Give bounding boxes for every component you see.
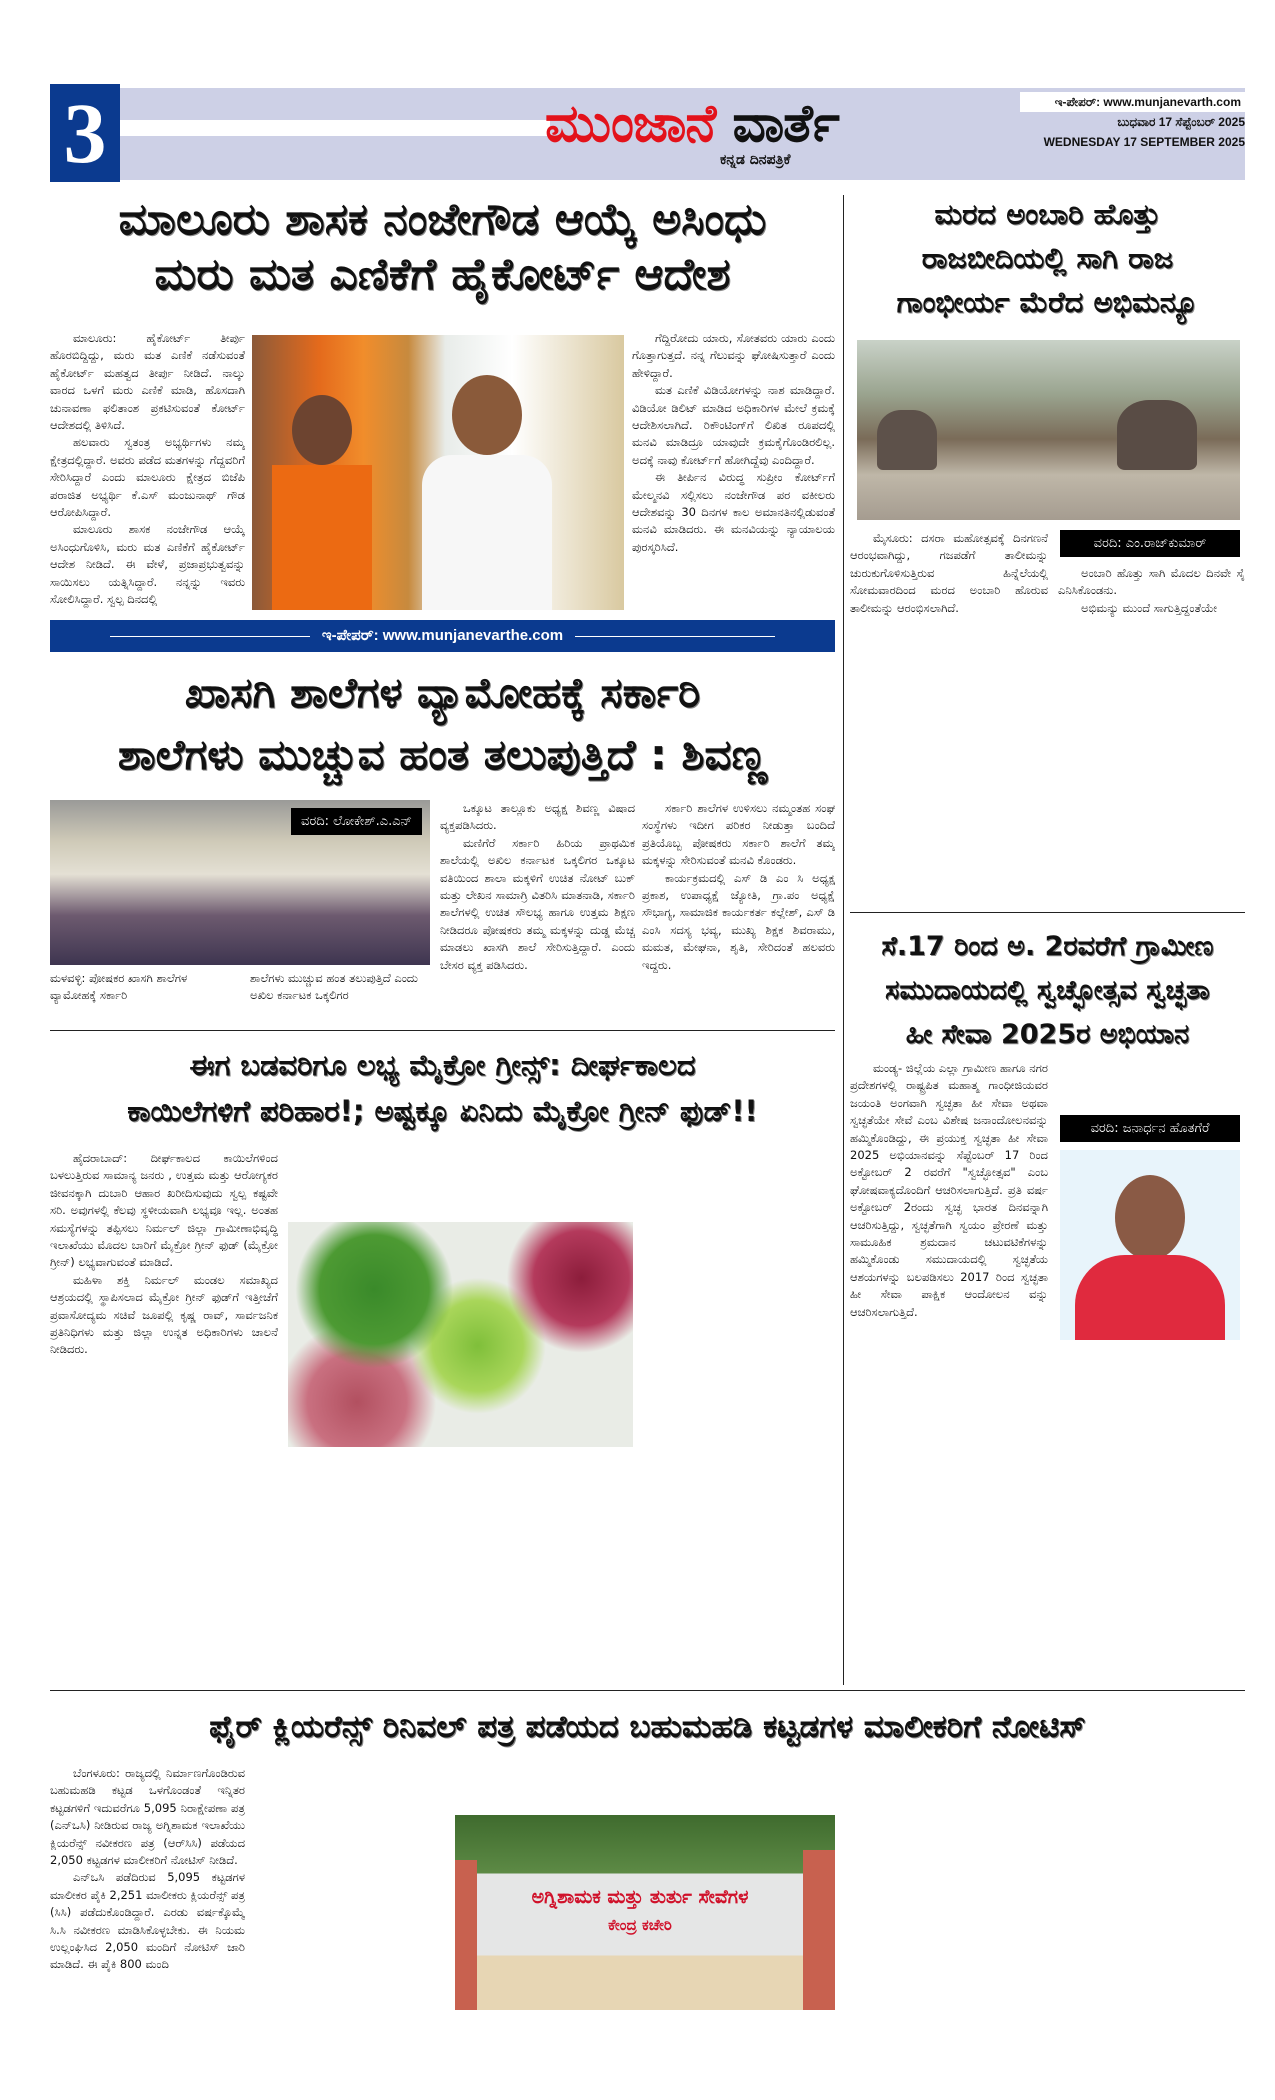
article-body (50, 1765, 245, 2030)
headline-line: ಗಾಂಭೀರ್ಯ ಮೆರೆದ ಅಭಿಮನ್ಯೂ (896, 285, 1199, 319)
elephant-procession-photo (857, 340, 1240, 520)
paragraph: ಈ ತೀರ್ಪಿನ ವಿರುದ್ಧ ಸುಪ್ರೀಂ ಕೋರ್ಟ್‌ಗೆ ಮೇಲ್ಮನವಿ ಸಲ್ಲಿಸಲು ನಂಜೇಗೌಡ ಪರ ವಕೀಲರು ಆದೇಶವನ್ನು 30 ದಿನಗಳ ಕಾಲ ಅಮಾನತಿನಲ್ಲಿಡುವಂತೆ ಮನವಿ ಮಾಡಿದರು. ಈ ಮನವಿಯನ್ನು ನ್ಯಾಯಾಲಯ ಪುರಸ್ಕರಿಸಿದೆ. (632, 470, 835, 554)
headline-line: ಶಾಲೆಗಳು ಮುಚ್ಚುವ ಹಂತ ತಲುಪುತ್ತಿದೆ : ಶಿವಣ್ಣ (117, 730, 768, 779)
epaper-banner[interactable] (50, 620, 835, 652)
article-body (50, 1150, 278, 1685)
article-body (50, 330, 245, 610)
headline-swachhata (850, 925, 1245, 1057)
section-divider (50, 1690, 1245, 1691)
section-divider (50, 1030, 835, 1031)
article-body (850, 1060, 1048, 1680)
reporter-subject-photo (1060, 1150, 1240, 1340)
paragraph: ಮಾಲೂರು ಶಾಸಕ ನಂಜೇಗೌಡ ಆಯ್ಕೆ ಅಸಿಂಧುಗೊಳಿಸಿ, ಮರು ಮತ ಎಣಿಕೆಗೆ ಹೈಕೋರ್ಟ್ ಆದೇಶ ನೀಡಿದೆ. ಈ ವೇಳೆ, ಪ್ರಜಾಪ್ರಭುತ್ವವನ್ನು ಸಾಯಿಸಲು ಯತ್ನಿಸಿದ್ದಾರೆ. ನನ್ನನ್ನು ಇವರು ಸೋಲಿಸಿದ್ದಾರೆ. ಸ್ವಲ್ಪ ದಿನದಲ್ಲಿ (50, 522, 245, 607)
article-body (632, 330, 835, 610)
headline-fire-clearance: ಫೈರ್ ಕ್ಲಿಯರೆನ್ಸ್ ರಿನಿವಲ್ ಪತ್ರ ಪಡೆಯದ ಬಹುಮಹಡಿ ಕಟ್ಟಡಗಳ ಮಾಲೀಕರಿಗೆ ನೋಟಿಸ್ (209, 1709, 1086, 1745)
page-number: 3 (50, 84, 120, 182)
column-divider (843, 195, 844, 1685)
school-event-photo (50, 800, 430, 965)
epaper-banner-text[interactable]: ಇ-ಪೇಪರ್: www.munjanevarthe.com (321, 627, 564, 644)
paragraph: ಮತ ಎಣಿಕೆ ವಿಡಿಯೋಗಳನ್ನು ನಾಶ ಮಾಡಿದ್ದಾರೆ. ವಿಡಿಯೋ ಡಿಲಿಟ್ ಮಾಡಿದ ಅಧಿಕಾರಿಗಳ ಮೇಲೆ ಕ್ರಮಕ್ಕೆ ಆದೇಶಿಸಲಾಗಿದೆ. ರಿಕೌಂಟಿಂಗ್‌ಗೆ ಲಿಖಿತ ರೂಪದಲ್ಲಿ ಮನವಿ ಮಾಡಿದ್ರೂ ಯಾವುದೇ ಕ್ರಮಕೈಗೊಂಡಿರಲಿಲ್ಲ. ಅದಕ್ಕೆ ನಾವು ಕೋರ್ಟ್‌ಗೆ ಹೋಗಿದ್ದೆವು ಎಂದಿದ್ದಾರೆ. (632, 383, 835, 467)
headline-line: ಖಾಸಗಿ ಶಾಲೆಗಳ ವ್ಯಾಮೋಹಕ್ಕೆ ಸರ್ಕಾರಿ (184, 668, 701, 717)
logo-subtitle: ಕನ್ನಡ ದಿನಪತ್ರಿಕೆ (720, 152, 791, 168)
paragraph: ಅಂಬಾರಿ ಹೊತ್ತು ಸಾಗಿ ಮೊದಲ ದಿನವೇ ಸೈ ಎನಿಸಿಕೊಂಡನು. (1058, 566, 1245, 598)
paragraph: ಎನ್‌ಒಸಿ ಪಡೆದಿರುವ 5,095 ಕಟ್ಟಡಗಳ ಮಾಲೀಕರ ಪೈಕಿ 2,251 ಮಾಲೀಕರು ಕ್ಲಿಯರೆನ್ಸ್ ಪತ್ರ (ಸಿಸಿ) ಪಡೆದುಕೊಂಡಿದ್ದಾರೆ. ಎರಡು ವರ್ಷಕ್ಕೊಮ್ಮೆ ಸಿ.ಸಿ ನವೀಕರಣ ಮಾಡಿಸಿಕೊಳ್ಳಬೇಕು. ಈ ನಿಯಮ ಉಲ್ಲಂಘಿಸಿದ 2,050 ಮಂದಿಗೆ ನೋಟಿಸ್ ಜಾರಿ ಮಾಡಿದೆ. ಈ ಪೈಕಿ 800 ಮಂದಿ (50, 1870, 245, 1972)
paragraph: ಮಣಿಗೆರೆ ಸರ್ಕಾರಿ ಹಿರಿಯ ಪ್ರಾಥಮಿಕ ಶಾಲೆಯಲ್ಲಿ ಅಖಿಲ ಕರ್ನಾಟಕ ಒಕ್ಕಲಿಗರ ಒಕ್ಕೂಟ ವತಿಯಿಂದ ಶಾಲಾ ಮಕ್ಕಳಿಗೆ ಉಚಿತ ನೋಟ್ ಬುಕ್ ಮತ್ತು ಲೇಖನ ಸಾಮಾಗ್ರಿ ವಿತರಿಸಿ ಮಾತನಾಡಿ, ಸರ್ಕಾರಿ ಶಾಲೆಗಳಲ್ಲಿ ಉಚಿತ ಸೌಲಭ್ಯ ಹಾಗೂ ಉತ್ತಮ ಶಿಕ್ಷಣ ನೀಡಿದರೂ ಪೋಷಕರು ತಮ್ಮ ಮಕ್ಕಳನ್ನು ದುಡ್ಡ ಮೆಚ್ಚ ಮಾಡಲು ಖಾಸಗಿ ಶಾಲೆ ಸೇರಿಸುತ್ತಿದ್ದಾರೆ. ಎಂದು ಬೇಸರ ವ್ಯಕ್ತ ಪಡಿಸಿದರು. (440, 835, 635, 972)
date-english: WEDNESDAY 17 SEPTEMBER 2025 (1043, 135, 1245, 149)
headline-line: ಸೆ.17 ರಿಂದ ಅ. 2ರವರೆಗೆ ಗ್ರಾಮೀಣ (881, 931, 1214, 962)
headline-line: ಈಗ ಬಡವರಿಗೂ ಲಭ್ಯ ಮೈಕ್ರೋ ಗ್ರೀನ್ಸ್: ದೀರ್ಘಕಾಲದ (189, 1048, 696, 1082)
paragraph: ಗೆದ್ದಿರೋದು ಯಾರು, ಸೋತವರು ಯಾರು ಎಂದು ಗೊತ್ತಾಗುತ್ತದೆ. ನನ್ನ ಗೆಲುವನ್ನು ಘೋಷಿಸುತ್ತಾರೆ ಎಂದು ಹೇಳಿದ್ದಾರೆ. (632, 331, 835, 380)
date-kannada: ಬುಧವಾರ 17 ಸೆಪ್ಟೆಂಬರ್ 2025 (1117, 115, 1245, 129)
politician-photo (252, 335, 624, 610)
newspaper-logo (545, 92, 839, 156)
paragraph: ಹಲವಾರು ಸ್ವತಂತ್ರ ಅಭ್ಯರ್ಥಿಗಳು ನಮ್ಮ ಕ್ಷೇತ್ರದಲ್ಲಿದ್ದಾರೆ. ಅವರು ಪಡೆದ ಮತಗಳನ್ನು ಗೆದ್ದವರಿಗೆ ಸೇರಿಸಿದ್ದಾರೆ ಎಂದು ಮಾಲೂರು ಕ್ಷೇತ್ರದ ಬಿಜೆಪಿ ಪರಾಜಿತ ಅಭ್ಯರ್ಥಿ ಕೆ.ಎಸ್ ಮಂಜುನಾಥ್ ಗೌಡ ಆರೋಪಿಸಿದ್ದಾರೆ. (50, 435, 245, 520)
headline-line: ರಾಜಬೀದಿಯಲ್ಲಿ ಸಾಗಿ ರಾಜ (921, 241, 1174, 275)
article-body (642, 800, 835, 1025)
paragraph: ಅಭಿಮನ್ಯು ಮುಂದೆ ಸಾಗುತ್ತಿದ್ದಂತೆಯೇ (1081, 600, 1218, 615)
headline-line: ಮರದ ಅಂಬಾರಿ ಹೊತ್ತು (934, 197, 1161, 231)
headline-line: ಕಾಯಿಲೆಗಳಿಗೆ ಪರಿಹಾರ!; ಅಷ್ಟಕ್ಕೂ ಏನಿದು ಮೈಕ್ರೋ ಗ್ರೀನ್ ಫುಡ್!! (127, 1094, 758, 1128)
headline-schools (50, 662, 835, 786)
byline: ವರದಿ: ಜನಾರ್ಧನ ಹೊತಗೆರೆ (1060, 1115, 1240, 1142)
byline: ವರದಿ: ಲೋಕೇಶ್.ಎ.ಎನ್ (291, 808, 422, 835)
headline-microgreens (50, 1042, 835, 1134)
headline-line: ಮಾಲೂರು ಶಾಸಕ ನಂಜೇಗೌಡ ಆಯ್ಕೆ ಅಸಿಂಧು (118, 194, 767, 245)
section-divider (850, 912, 1245, 913)
masthead-info (1020, 92, 1245, 152)
logo-word-1: ಮುಂಜಾನೆ (545, 94, 716, 154)
paragraph: ಮೈಸೂರು: ದಸರಾ ಮಹೋತ್ಸವಕ್ಕೆ ದಿನಗಣನೆ ಆರಂಭವಾಗಿದ್ದು, ಗಜಪಡೆಗೆ ತಾಲೀಮನ್ನು ಚುರುಕುಗೊಳಿಸುತ್ತಿರುವ ಹಿನ್ನೆಲೆಯಲ್ಲಿ ಸೋಮವಾರದಿಂದ ಮರದ ಅಂಬಾರಿ ಹೊರುವ ತಾಲೀಮನ್ನು ಆರಂಭಿಸಲಾಗಿದೆ. (850, 531, 1048, 615)
logo-word-2: ವಾರ್ತೆ (732, 94, 839, 154)
paragraph: ಒಕ್ಕೂಟ ತಾಲ್ಲೂಕು ಅಧ್ಯಕ್ಷ ಶಿವಣ್ಣ ವಿಷಾದ ವ್ಯಕ್ತಪಡಿಸಿದರು. (440, 801, 635, 833)
paragraph: ಸರ್ಕಾರಿ ಶಾಲೆಗಳ ಉಳಿಸಲು ನಮ್ಮಂತಹ ಸಂಘ ಸಂಸ್ಥೆಗಳು ಇದೀಗ ಪರಿಕರ ನೀಡುತ್ತಾ ಬಂದಿದೆ ಪ್ರತಿಯೊಬ್ಬ ಪೋಷಕರು ಸರ್ಕಾರಿ ಶಾಲೆಗೆ ತಮ್ಮ ಮಕ್ಕಳನ್ನು ಸೇರಿಸುವಂತೆ ಮನವಿ ಕೊಂಡರು. (642, 801, 835, 868)
fire-office-photo (455, 1815, 835, 2010)
paragraph: ಬೆಂಗಳೂರು: ರಾಜ್ಯದಲ್ಲಿ ನಿರ್ಮಾಣಗೊಂಡಿರುವ ಬಹುಮಹಡಿ ಕಟ್ಟಡ ಒಳಗೊಂಡಂತೆ ಇನ್ನಿತರ ಕಟ್ಟಡಗಳಿಗೆ ಇದುವರೆಗೂ 5,095 ನಿರಾಕ್ಷೇಪಣಾ ಪತ್ರ (ಎನ್‌ಒಸಿ) ನೀಡಿರುವ ರಾಜ್ಯ ಅಗ್ನಿಶಾಮಕ ಇಲಾಖೆಯು ಕ್ಲಿಯರೆನ್ಸ್ ನವೀಕರಣ ಪತ್ರ (ಆರ್‌ಸಿಸಿ) ಪಡೆಯದ 2,050 ಕಟ್ಟಡಗಳ ಮಾಲೀಕರಿಗೆ ನೋಟಿಸ್ ನೀಡಿದೆ. (50, 1766, 245, 1868)
article-body (850, 530, 1048, 910)
headline-line: ಮರು ಮತ ಎಣಿಕೆಗೆ ಹೈಕೋರ್ಟ್ ಆದೇಶ (154, 249, 731, 300)
sign-line: ಕೇಂದ್ರ ಕಚೇರಿ (608, 1916, 672, 1934)
paragraph: ಹೈದರಾಬಾದ್: ದೀರ್ಘಕಾಲದ ಕಾಯಿಲೆಗಳಿಂದ ಬಳಲುತ್ತಿರುವ ಸಾಮಾನ್ಯ ಜನರು , ಉತ್ತಮ ಮತ್ತು ಆರೋಗ್ಯಕರ ಜೀವನಕ್ಕಾಗಿ ದುಬಾರಿ ಆಹಾರ ಖರೀದಿಸುವುದು ಸ್ವಲ್ಪ ಕಷ್ಟವೇ ಸರಿ. ಅವುಗಳಲ್ಲಿ ಕೆಲವು ಸ್ಥಳೀಯವಾಗಿ ಲಭ್ಯವೂ ಇಲ್ಲ. ಅಂತಹ ಸಮಸ್ಯೆಗಳನ್ನು ತಪ್ಪಿಸಲು ನಿರ್ಮಲ್ ಜಿಲ್ಲಾ ಗ್ರಾಮೀಣಾಭಿವೃದ್ಧಿ ಇಲಾಖೆಯು ಮೊದಲ ಬಾರಿಗೆ ಮೈಕ್ರೋ ಗ್ರೀನ್ ಫುಡ್ (ಮೈಕ್ರೋ ಗ್ರೀನ್) ಲಭ್ಯವಾಗುವಂತೆ ಮಾಡಿದೆ. (50, 1151, 278, 1270)
paragraph: ಕಾರ್ಯಕ್ರಮದಲ್ಲಿ ಎಸ್ ಡಿ ಎಂ ಸಿ ಅಧ್ಯಕ್ಷ ಪ್ರಕಾಶ, ಉಪಾಧ್ಯಕ್ಷೆ ಜ್ಯೋತಿ, ಗ್ರಾ.ಪಂ ಅಧ್ಯಕ್ಷೆ ಸೌಭಾಗ್ಯ, ಸಾಮಾಜಿಕ ಕಾರ್ಯಕರ್ತ ಕಲ್ಲೇಶ್, ಎಸ್ ಡಿ ಎಂಸಿ ಸದಸ್ಯ ಭವ್ಯ, ಮುಖ್ಯ ಶಿಕ್ಷಕ ಶಿವರಾಮು, ಮಮತ, ಮೇಘನಾ, ಶೃತಿ, ಸೇರಿದಂತೆ ಹಲವರು ಇದ್ದರು. (642, 870, 835, 972)
microgreens-photo (288, 1222, 633, 1447)
article-body (1058, 565, 1245, 910)
article-body (440, 800, 635, 1025)
paragraph: ಮಂಡ್ಯ- ಜಿಲ್ಲೆಯ ಎಲ್ಲಾ ಗ್ರಾಮೀಣ ಹಾಗೂ ನಗರ ಪ್ರದೇಶಗಳಲ್ಲಿ ರಾಷ್ಟ್ರಪಿತ ಮಹಾತ್ಮ ಗಾಂಧೀಜಿಯವರ ಜಯಂತಿ ಅಂಗವಾಗಿ ಸ್ವಚ್ಛತಾ ಹೀ ಸೇವಾ ಅಥವಾ ಸ್ವಚ್ಛತೆಯೇ ಸೇವೆ ಎಂಬ ವಿಶೇಷ ಜನಾಂದೋಲನವನ್ನು ಹಮ್ಮಿಕೊಂಡಿದ್ದು, ಈ ಪ್ರಯುಕ್ತ ಸ್ವಚ್ಛತಾ ಹೀ ಸೇವಾ 2025 ಅಭಿಯಾನವನ್ನು ಸೆಪ್ಟೆಂಬರ್ 17 ರಿಂದ ಅಕ್ಟೋಬರ್ 2 ರವರೆಗೆ "ಸ್ವಚ್ಛೋತ್ಸವ" ಎಂಬ ಘೋಷವಾಕ್ಯದೊಂದಿಗೆ ಆಚರಿಸಲಾಗುತ್ತಿದೆ. ಪ್ರತಿ ವರ್ಷ ಅಕ್ಟೋಬರ್ 2ರಂದು ಸ್ವಚ್ಛ ಭಾರತ ದಿನವನ್ನಾಗಿ ಆಚರಿಸುತ್ತಿದ್ದು, ಸ್ವಚ್ಛತೆಗಾಗಿ ಸ್ವಯಂ ಪ್ರೇರಣೆ ಮತ್ತು ಸಾಮೂಹಿಕ ಶ್ರಮದಾನ ಚಟುವಟಿಕೆಗಳನ್ನು ಹಮ್ಮಿಕೊಂಡು ಸಮುದಾಯದಲ್ಲಿ ಸ್ವಚ್ಛತೆಯ ಆಶಯಗಳನ್ನು ಬಲಪಡಿಸಲು 2017 ರಿಂದ ಸ್ವಚ್ಛತಾ ಹೀ ಸೇವಾ ಪಾಕ್ಷಿಕ ಆಂದೋಲನ ವನ್ನು ಆಚರಿಸಲಾಗುತ್ತಿದೆ. (850, 1061, 1048, 1319)
byline: ವರದಿ: ಎಂ.ರಾಜ್‌ಕುಮಾರ್ (1060, 530, 1240, 557)
photo-caption: ಶಾಲೆಗಳು ಮುಚ್ಚುವ ಹಂತ ತಲುಪುತ್ತಿದೆ ಎಂದು ಅಖಿಲ ಕರ್ನಾಟಕ ಒಕ್ಕಲಿಗರ (250, 971, 418, 1002)
headline-ambari (850, 192, 1245, 324)
masthead-strip (120, 120, 550, 136)
paragraph: ಮಾಲೂರು: ಹೈಕೋರ್ಟ್ ತೀರ್ಪು ಹೊರಬಿದ್ದಿದ್ದು, ಮರು ಮತ ಎಣಿಕೆ ನಡೆಸುವಂತೆ ಹೈಕೋರ್ಟ್ ಮಹತ್ವದ ತೀರ್ಪು ನೀಡಿದೆ. ನಾಲ್ಕು ವಾರದ ಒಳಗೆ ಮರು ಎಣಿಕೆ ಮಾಡಿ, ಹೊಸದಾಗಿ ಚುನಾವಣಾ ಫಲಿತಾಂಶ ಪ್ರಕಟಿಸುವಂತೆ ಕೋರ್ಟ್ ಆದೇಶದಲ್ಲಿ ತಿಳಿಸಿದೆ. (50, 331, 245, 433)
paragraph: ಮಹಿಳಾ ಶಕ್ತಿ ನಿರ್ಮಲ್ ಮಂಡಲ ಸಮಾಖ್ಯದ ಆಶ್ರಯದಲ್ಲಿ ಸ್ಥಾಪಿಸಲಾದ ಮೈಕ್ರೋ ಗ್ರೀನ್ ಫುಡ್‌ಗೆ ಇತ್ತೀಚೆಗೆ ಪ್ರವಾಸೋದ್ಯಮ ಸಚಿವೆ ಜೂಪಲ್ಲಿ ಕೃಷ್ಣ ರಾವ್, ಸಾರ್ವಜನಿಕ ಪ್ರತಿನಿಧಿಗಳು ಮತ್ತು ಜಿಲ್ಲಾ ಉನ್ನತ ಅಧಿಕಾರಿಗಳು ಚಾಲನೆ ನೀಡಿದರು. (50, 1272, 278, 1357)
office-sign (480, 1883, 800, 1939)
headline-line: ಸಮುದಾಯದಲ್ಲಿ ಸ್ವಚ್ಛೋತ್ಸವ ಸ್ವಚ್ಛತಾ (885, 975, 1210, 1006)
headline-maluru (50, 192, 835, 302)
epaper-link[interactable]: ಇ-ಪೇಪರ್: www.munjanevarth.com (1020, 92, 1245, 112)
headline-line: ಹೀ ಸೇವಾ 2025ರ ಅಭಿಯಾನ (905, 1019, 1190, 1050)
sign-line: ಅಗ್ನಿಶಾಮಕ ಮತ್ತು ತುರ್ತು ಸೇವೆಗಳ (531, 1886, 749, 1908)
photo-caption: ಮಳವಳ್ಳಿ: ಪೋಷಕರ ಖಾಸಗಿ ಶಾಲೆಗಳ ವ್ಯಾಮೋಹಕ್ಕೆ ಸರ್ಕಾರಿ (50, 971, 188, 1002)
